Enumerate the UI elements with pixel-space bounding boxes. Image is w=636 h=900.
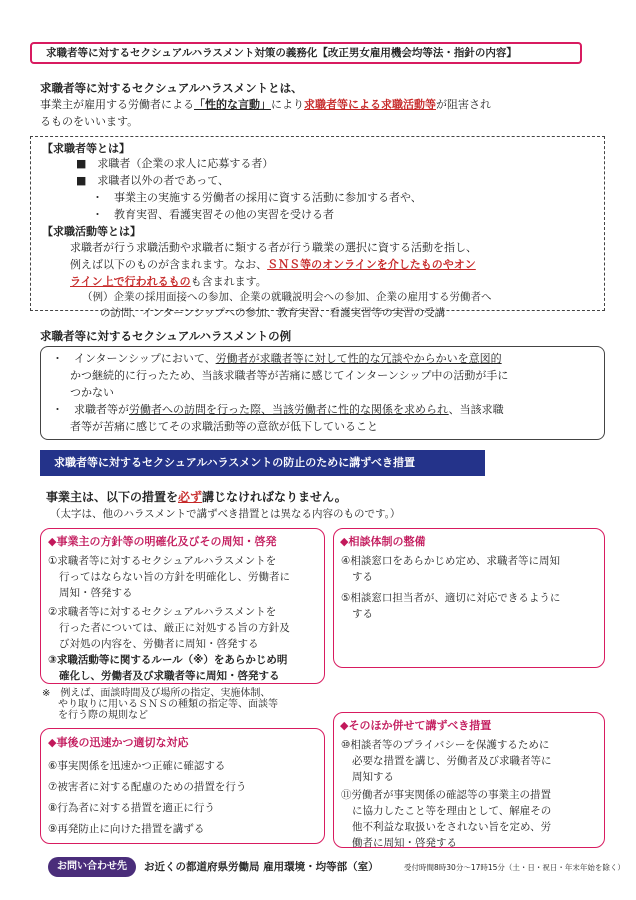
job-activity-heading: 【求職活動等とは】	[42, 225, 141, 238]
consult-item-5: ⑤相談窓口担当者が、適切に対応できるように する	[341, 592, 561, 620]
policy-item-3: ③求職活動等に関するルール（※）をあらかじめ明 確化し、労働者及び求職者等に周知・啓発する	[48, 654, 288, 682]
contact-hours: 受付時間8時30分～17時15分（土・日・祝日・年末年始を除く）	[404, 863, 625, 872]
other-title: ◆そのほか併せて講ずべき措置	[340, 719, 492, 732]
job-seekers-item-1: ■ 求職者（企業の求人に応募する者）	[76, 157, 274, 170]
response-item-7: ⑦被害者に対する配慮のための措置を行う	[48, 781, 247, 793]
document-title: 求職者等に対するセクシュアルハラスメント対策の義務化【改正男女雇用機会均等法・指針の内容】	[30, 42, 582, 64]
contact-office: お近くの都道府県労働局 雇用環境・均等部（室）	[144, 861, 379, 873]
example-1-line-1: ・ インターンシップにおいて、労働者が求職者等に対して性的な冗談やからかいを意図的	[52, 352, 502, 365]
other-item-11: ⑪労働者が事実関係の確認等の事業主の措置 に協力したこと等を理由として、解雇その 他不利益な取扱いをされない旨を定め、労 働者に周知・啓発する	[341, 789, 552, 849]
policy-item-2: ②求職者等に対するセクシュアルハラスメントを 行った者については、厳正に対処する旨の方針及 び対処の内容を、労働者に周知・啓発する	[48, 606, 290, 650]
footnote: ※ 例えば、面談時間及び場所の指定、実施体制、 やり取りに用いるＳＮＳの種類の指定等、面談等 を行う際の規則など	[42, 688, 278, 721]
consult-title: ◆相談体制の整備	[340, 535, 426, 548]
definition-line-1: 事業主が雇用する労働者による「性的な言動」により求職者等による求職活動等が阻害され	[40, 98, 491, 111]
response-items	[48, 756, 246, 840]
job-activity-line-1: 求職者が行う求職活動や求職者に類する者が行う職業の選択に資する活動を指し、	[70, 241, 477, 254]
job-activity-line-3: ライン上で行われるものも含まれます。	[70, 275, 267, 288]
measures-intro: 事業主は、以下の措置を必ず講じなければなりません。	[46, 490, 347, 504]
job-seekers-item-4: ・ 教育実習、看護実習その他の実習を受ける者	[92, 208, 334, 221]
example-2-line-1: ・ 求職者等が労働者への訪問を行った際、当該労働者に性的な関係を求められ、当該求職	[52, 403, 504, 416]
response-item-8: ⑧行為者に対する措置を適正に行う	[48, 802, 215, 814]
job-activity-example-1: （例）企業の採用面接への参加、企業の就職説明会への参加、企業の雇用する労働者へ	[82, 291, 492, 303]
examples-heading: 求職者等に対するセクシュアルハラスメントの例	[40, 329, 292, 343]
policy-title: ◆事業主の方針等の明確化及びその周知・啓発	[48, 535, 277, 548]
job-activity-example-2: の訪問、インターンシップへの参加、教育実習、看護実習等の実習の受講	[100, 307, 446, 319]
job-seekers-heading: 【求職者等とは】	[42, 142, 130, 155]
definition-heading: 求職者等に対するセクシュアルハラスメントとは、	[40, 81, 303, 95]
example-1-line-2: かつ継続的に行ったため、当該求職者等が苦痛に感じてインターンシップ中の活動が手に	[70, 369, 509, 382]
contact-label: お問い合わせ先	[48, 857, 136, 877]
consult-item-4: ④相談窓口をあらかじめ定め、求職者等に周知 する	[341, 555, 560, 583]
response-title: ◆事後の迅速かつ適切な対応	[48, 736, 189, 749]
example-2-line-2: 者等が苦痛に感じてその求職活動等の意欲が低下していること	[70, 420, 378, 433]
example-1-line-3: つかない	[70, 386, 114, 399]
response-item-6: ⑥事実関係を迅速かつ正確に確認する	[48, 760, 226, 772]
job-activity-line-2: 例えば以下のものが含まれます。なお、ＳＮＳ等のオンラインを介したものやオン	[70, 258, 476, 271]
measures-note: （太字は、他のハラスメントで講ずべき措置とは異なる内容のものです。）	[50, 508, 401, 520]
job-seekers-item-2: ■ 求職者以外の者であって、	[76, 174, 230, 187]
response-item-9: ⑨再発防止に向けた措置を講ずる	[48, 823, 205, 835]
job-seekers-item-3: ・ 事業主の実施する労働者の採用に資する活動に参加する者や、	[92, 191, 422, 204]
policy-item-1: ①求職者等に対するセクシュアルハラスメントを 行ってはならない旨の方針を明確化し、労働者に 周知・啓発する	[48, 555, 290, 599]
other-item-10: ⑩相談者等のプライバシーを保護するために 必要な措置を講じ、労働者及び求職者等に 周知する	[341, 739, 552, 783]
measures-banner: 求職者等に対するセクシュアルハラスメントの防止のために講ずべき措置	[40, 450, 485, 476]
definition-line-2: るものをいいます。	[40, 115, 139, 128]
